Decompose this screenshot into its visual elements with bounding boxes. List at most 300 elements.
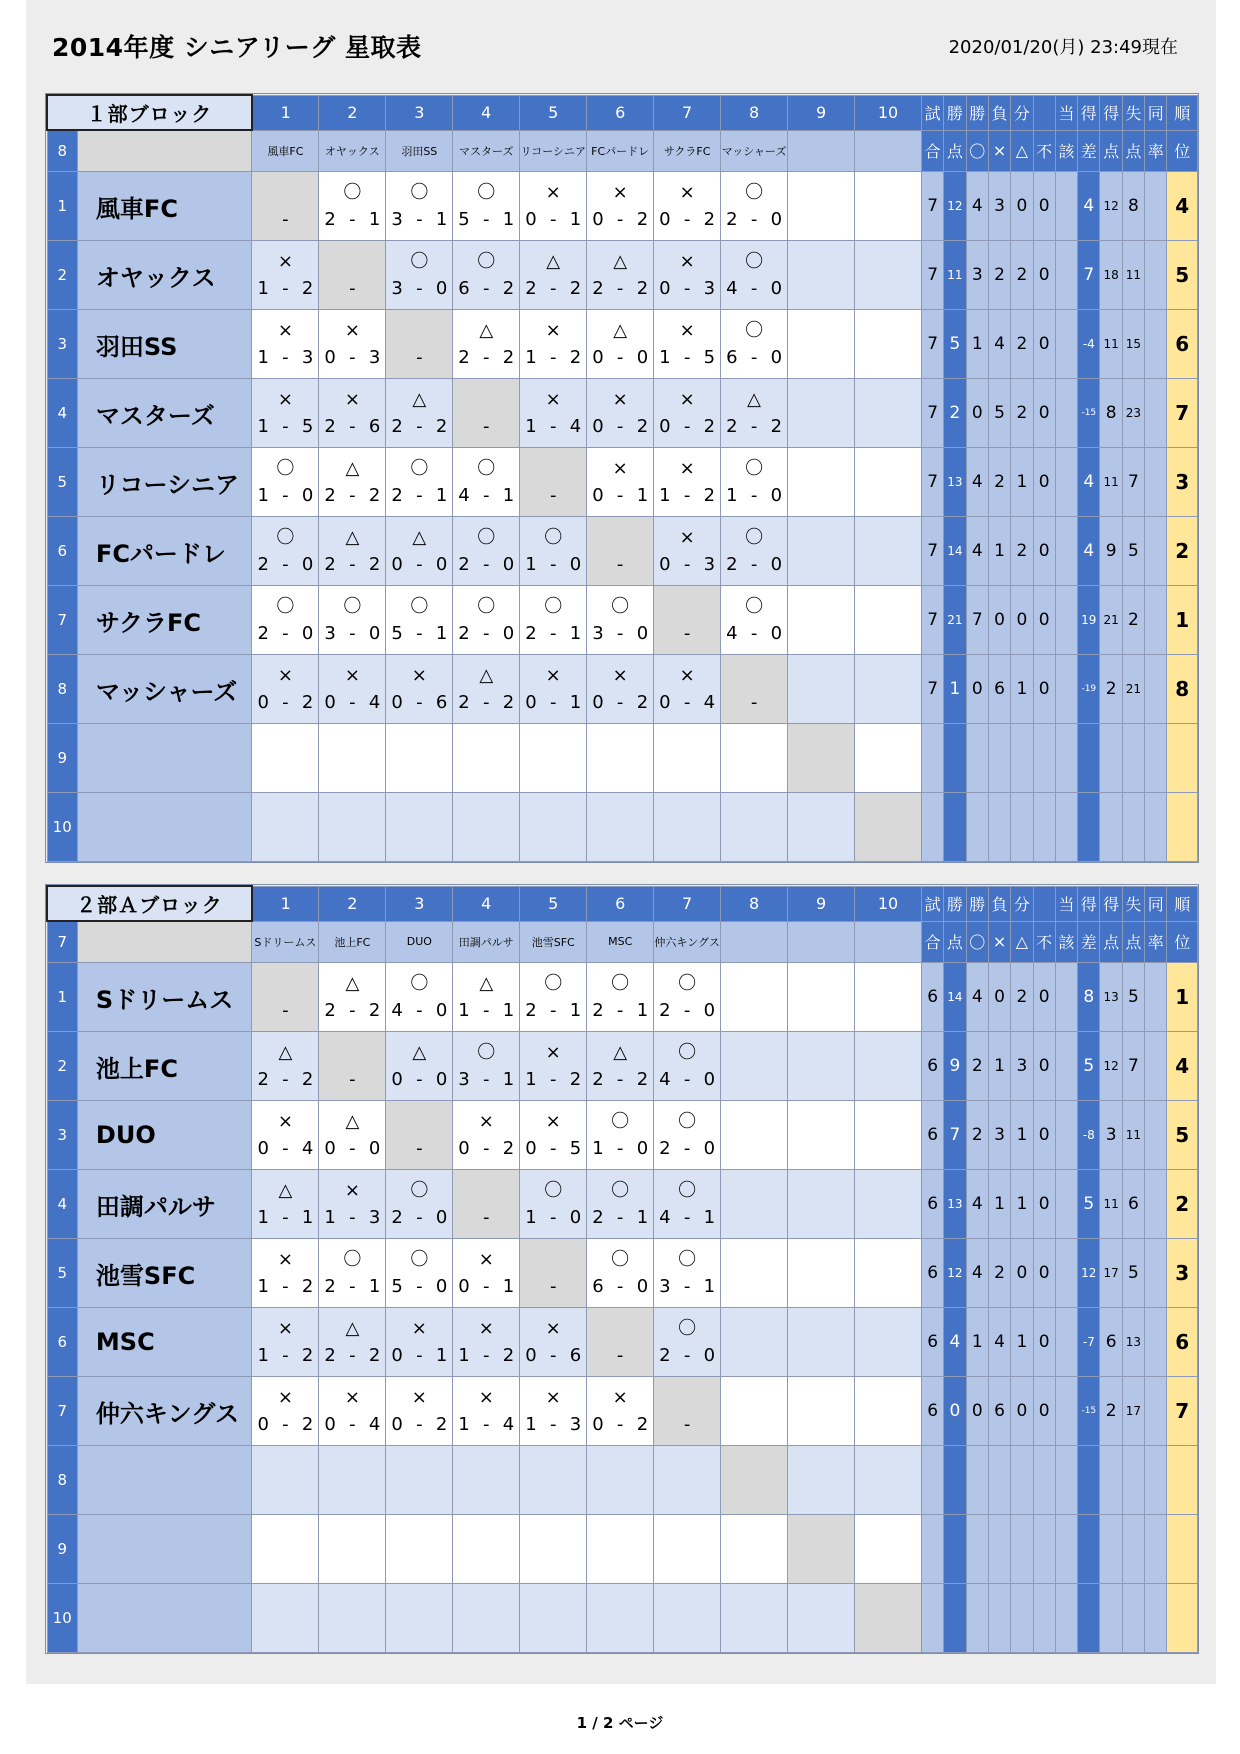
column-team-short-name bbox=[788, 130, 855, 172]
goals-for: 2 bbox=[257, 554, 269, 575]
match-score: 3 - 0 bbox=[587, 621, 653, 647]
match-result-cell bbox=[788, 1584, 855, 1653]
stat-games bbox=[921, 793, 943, 862]
team-rank bbox=[1167, 1446, 1198, 1515]
match-result-cell bbox=[788, 655, 855, 724]
stat-goals-for-total: 9 bbox=[1100, 517, 1122, 586]
result-mark: 〇 bbox=[678, 973, 697, 994]
stat-draws: 2 bbox=[1011, 517, 1033, 586]
result-mark bbox=[520, 1604, 586, 1632]
goals-for: 1 bbox=[257, 347, 269, 368]
result-mark: × bbox=[478, 1318, 494, 1339]
team-rank: 8 bbox=[1167, 655, 1198, 724]
result-mark: × bbox=[344, 1180, 360, 1201]
goals-for: 2 bbox=[324, 209, 336, 230]
result-mark: × bbox=[679, 458, 695, 479]
column-number: 7 bbox=[654, 886, 721, 921]
header-row-teams bbox=[47, 921, 1198, 963]
match-score: 1 - 3 bbox=[319, 1205, 385, 1231]
team-row bbox=[47, 1584, 1198, 1653]
goals-for: 1 bbox=[458, 1345, 470, 1366]
match-score: 0 - 2 bbox=[587, 1412, 653, 1438]
result-mark: × bbox=[277, 1318, 293, 1339]
stat-header-bottom: 差 bbox=[1078, 130, 1100, 172]
team-rank: 2 bbox=[1167, 1170, 1198, 1239]
result-mark: × bbox=[344, 320, 360, 341]
stat-goal-difference: -15 bbox=[1078, 1377, 1100, 1446]
goals-for: 0 bbox=[592, 209, 604, 230]
stat-points: 0 bbox=[944, 1377, 966, 1446]
column-team-short-name: 羽田SS bbox=[386, 130, 453, 172]
stat-wins: 4 bbox=[966, 1239, 988, 1308]
column-team-short-name: FCパードレ bbox=[587, 130, 654, 172]
result-mark: × bbox=[344, 389, 360, 410]
stat-head-to-head bbox=[1055, 241, 1077, 310]
match-result-cell bbox=[721, 1515, 788, 1584]
goals-for: 1 bbox=[659, 347, 671, 368]
stat-goals-against-total: 7 bbox=[1122, 448, 1144, 517]
match-result-cell bbox=[386, 241, 453, 310]
result-mark: × bbox=[344, 665, 360, 686]
result-mark: 〇 bbox=[410, 596, 429, 617]
goals-against: 6 bbox=[569, 1345, 582, 1366]
goals-against: 2 bbox=[301, 1276, 314, 1297]
match-score: 2 - 0 bbox=[252, 621, 318, 647]
match-result-cell bbox=[319, 172, 386, 241]
match-result-cell bbox=[721, 1239, 788, 1308]
goals-for: 1 bbox=[257, 485, 269, 506]
self-match-cell bbox=[788, 724, 855, 793]
result-mark: 〇 bbox=[410, 182, 429, 203]
stat-losses: 3 bbox=[988, 172, 1010, 241]
match-result-cell bbox=[252, 793, 319, 862]
result-mark: 〇 bbox=[611, 596, 630, 617]
match-result-cell bbox=[319, 448, 386, 517]
stat-goals-for-total: 21 bbox=[1100, 586, 1122, 655]
result-mark bbox=[386, 813, 452, 841]
stat-header-top: 得 bbox=[1078, 95, 1100, 130]
result-mark: 〇 bbox=[477, 1042, 496, 1063]
stat-head-to-head bbox=[1055, 793, 1077, 862]
match-result-cell bbox=[587, 1170, 654, 1239]
goals-against: 0 bbox=[301, 623, 314, 644]
team-name: 池雪SFC bbox=[77, 1239, 252, 1308]
match-result-cell bbox=[252, 379, 319, 448]
match-score: 0 - 4 bbox=[654, 690, 720, 716]
stat-goals-for-total bbox=[1100, 793, 1122, 862]
result-mark bbox=[654, 1535, 720, 1563]
standings-table bbox=[46, 94, 1198, 862]
result-mark: 〇 bbox=[678, 1318, 697, 1339]
match-result-cell bbox=[520, 379, 587, 448]
match-score: 6 - 2 bbox=[453, 276, 519, 302]
stat-goal-difference: -19 bbox=[1078, 655, 1100, 724]
stat-head-to-head bbox=[1055, 379, 1077, 448]
stat-tiebreak-rate bbox=[1145, 1515, 1167, 1584]
stat-forfeits: 0 bbox=[1033, 655, 1055, 724]
team-rank: 3 bbox=[1167, 448, 1198, 517]
result-mark bbox=[587, 813, 653, 841]
stat-losses: 4 bbox=[988, 1308, 1010, 1377]
result-mark bbox=[654, 1466, 720, 1494]
goals-against: 0 bbox=[435, 554, 448, 575]
match-result-cell bbox=[721, 448, 788, 517]
team-rank: 4 bbox=[1167, 172, 1198, 241]
match-result-cell bbox=[319, 1377, 386, 1446]
match-result-cell bbox=[587, 724, 654, 793]
result-mark bbox=[453, 1604, 519, 1632]
result-mark: 〇 bbox=[745, 458, 764, 479]
result-mark bbox=[855, 1328, 921, 1356]
match-score: 0 - 0 bbox=[386, 552, 452, 578]
match-score: 4 - 1 bbox=[453, 483, 519, 509]
goals-against: 2 bbox=[502, 1138, 515, 1159]
goals-for: 0 bbox=[525, 1345, 537, 1366]
column-team-short-name: 仲六キングス bbox=[654, 921, 721, 963]
match-score: 4 - 0 bbox=[654, 1067, 720, 1093]
stat-head-to-head bbox=[1055, 1239, 1077, 1308]
stat-goals-against-total: 7 bbox=[1122, 1032, 1144, 1101]
result-mark bbox=[788, 261, 854, 289]
match-result-cell bbox=[654, 1584, 721, 1653]
stat-tiebreak-rate bbox=[1145, 1446, 1167, 1515]
stat-header-top: 失 bbox=[1122, 886, 1144, 921]
goals-against: 1 bbox=[569, 692, 582, 713]
match-result-cell bbox=[319, 1515, 386, 1584]
match-score: 0 - 2 bbox=[587, 414, 653, 440]
match-score: 1 - 2 bbox=[520, 345, 586, 371]
match-result-cell bbox=[721, 310, 788, 379]
team-name bbox=[77, 793, 252, 862]
match-result-cell bbox=[520, 517, 587, 586]
column-team-short-name: 風車FC bbox=[252, 130, 319, 172]
result-mark: × bbox=[411, 1387, 427, 1408]
match-result-cell bbox=[654, 1515, 721, 1584]
match-result-cell bbox=[855, 379, 922, 448]
match-result-cell bbox=[721, 379, 788, 448]
stat-tiebreak-rate bbox=[1145, 1170, 1167, 1239]
goals-against: 2 bbox=[435, 1414, 448, 1435]
stat-draws: 1 bbox=[1011, 1170, 1033, 1239]
match-result-cell bbox=[855, 724, 922, 793]
stat-points bbox=[944, 1446, 966, 1515]
match-result-cell bbox=[252, 1308, 319, 1377]
match-result-cell bbox=[252, 1032, 319, 1101]
goals-for: 2 bbox=[659, 1138, 671, 1159]
team-number: 5 bbox=[47, 448, 77, 517]
match-score: 0 - 3 bbox=[654, 276, 720, 302]
result-mark: × bbox=[277, 1249, 293, 1270]
stat-head-to-head bbox=[1055, 310, 1077, 379]
stat-goals-against-total bbox=[1122, 724, 1144, 793]
self-match-cell bbox=[788, 1515, 855, 1584]
team-number: 10 bbox=[47, 793, 77, 862]
result-mark bbox=[520, 1466, 586, 1494]
goals-against: 0 bbox=[435, 1069, 448, 1090]
stat-draws: 0 bbox=[1011, 1239, 1033, 1308]
stat-wins: 1 bbox=[966, 310, 988, 379]
match-score: 0 - 0 bbox=[587, 345, 653, 371]
stat-points: 1 bbox=[944, 655, 966, 724]
goals-against: 1 bbox=[636, 1000, 649, 1021]
result-mark: × bbox=[277, 1111, 293, 1132]
goals-for: 1 bbox=[257, 278, 269, 299]
match-score: 0 - 2 bbox=[453, 1136, 519, 1162]
goals-against: 1 bbox=[703, 1207, 716, 1228]
match-result-cell bbox=[252, 1377, 319, 1446]
stat-goal-difference: 7 bbox=[1078, 241, 1100, 310]
result-mark bbox=[788, 606, 854, 634]
goals-for: 0 bbox=[659, 692, 671, 713]
match-score: 0 - 2 bbox=[587, 207, 653, 233]
result-mark bbox=[453, 744, 519, 772]
stat-points: 14 bbox=[944, 517, 966, 586]
stat-goal-difference bbox=[1078, 1584, 1100, 1653]
match-result-cell bbox=[453, 1032, 520, 1101]
result-mark bbox=[788, 1397, 854, 1425]
stat-header-top: 勝 bbox=[966, 886, 988, 921]
stat-goals-for-total: 12 bbox=[1100, 1032, 1122, 1101]
stat-games: 7 bbox=[921, 379, 943, 448]
result-mark: 〇 bbox=[276, 596, 295, 617]
goals-against: 0 bbox=[770, 485, 783, 506]
result-mark bbox=[788, 675, 854, 703]
match-result-cell bbox=[587, 1584, 654, 1653]
goals-against: 0 bbox=[703, 1138, 716, 1159]
goals-against: 0 bbox=[502, 554, 515, 575]
goals-for: 1 bbox=[525, 1069, 537, 1090]
match-result-cell bbox=[587, 655, 654, 724]
match-result-cell bbox=[252, 1239, 319, 1308]
stat-header-bottom: 〇 bbox=[966, 130, 988, 172]
result-mark: 〇 bbox=[678, 1111, 697, 1132]
goals-against: 4 bbox=[368, 692, 381, 713]
result-mark: 〇 bbox=[544, 1180, 563, 1201]
match-score: 0 - 6 bbox=[520, 1343, 586, 1369]
standings-table bbox=[46, 885, 1198, 1653]
result-mark: × bbox=[478, 1249, 494, 1270]
stat-forfeits: 0 bbox=[1033, 448, 1055, 517]
stat-header-top: 同 bbox=[1145, 95, 1167, 130]
stat-losses: 2 bbox=[988, 1239, 1010, 1308]
match-result-cell bbox=[788, 172, 855, 241]
team-name: サクラFC bbox=[77, 586, 252, 655]
stat-draws bbox=[1011, 1584, 1033, 1653]
stat-header-bottom: 合 bbox=[921, 130, 943, 172]
stat-wins bbox=[966, 793, 988, 862]
stat-header-top: 負 bbox=[988, 95, 1010, 130]
stat-games: 6 bbox=[921, 1170, 943, 1239]
stat-goals-for-total: 11 bbox=[1100, 448, 1122, 517]
result-mark bbox=[788, 1604, 854, 1632]
match-score: 1 - 5 bbox=[654, 345, 720, 371]
match-result-cell bbox=[386, 1584, 453, 1653]
team-row bbox=[47, 241, 1198, 310]
goals-for: 4 bbox=[458, 485, 470, 506]
goals-for: 1 bbox=[726, 485, 738, 506]
match-score: 2 - 0 bbox=[654, 1343, 720, 1369]
goals-against: 0 bbox=[703, 1069, 716, 1090]
stat-games: 7 bbox=[921, 448, 943, 517]
match-score: 1 - 4 bbox=[520, 414, 586, 440]
stat-draws: 0 bbox=[1011, 1377, 1033, 1446]
match-score: 1 - 2 bbox=[252, 1274, 318, 1300]
stat-header-top: 順 bbox=[1167, 95, 1198, 130]
header-blank bbox=[77, 130, 252, 172]
goals-for: 0 bbox=[391, 1069, 403, 1090]
goals-for: 4 bbox=[726, 623, 738, 644]
goals-against: 1 bbox=[502, 1276, 515, 1297]
stat-goal-difference bbox=[1078, 1515, 1100, 1584]
stat-header-top: 当 bbox=[1055, 95, 1077, 130]
match-result-cell bbox=[855, 1101, 922, 1170]
result-mark bbox=[788, 537, 854, 565]
block-name: ２部Ａブロック bbox=[47, 886, 252, 921]
match-result-cell bbox=[587, 1239, 654, 1308]
stat-goal-difference: 5 bbox=[1078, 1170, 1100, 1239]
column-team-short-name bbox=[855, 921, 922, 963]
stat-goals-for-total: 13 bbox=[1100, 963, 1122, 1032]
match-result-cell bbox=[252, 241, 319, 310]
match-score: 2 - 6 bbox=[319, 414, 385, 440]
match-result-cell bbox=[587, 241, 654, 310]
goals-for: 0 bbox=[525, 1138, 537, 1159]
stat-goals-against-total: 5 bbox=[1122, 517, 1144, 586]
team-name: Sドリームス bbox=[77, 963, 252, 1032]
result-mark bbox=[788, 813, 854, 841]
match-score: 3 - 1 bbox=[453, 1067, 519, 1093]
stat-draws: 3 bbox=[1011, 1032, 1033, 1101]
column-team-short-name: 田調パルサ bbox=[453, 921, 520, 963]
header-row-teams bbox=[47, 130, 1198, 172]
stat-goals-for-total: 3 bbox=[1100, 1101, 1122, 1170]
stat-goal-difference: 5 bbox=[1078, 1032, 1100, 1101]
match-result-cell bbox=[721, 1170, 788, 1239]
match-score: 2 - 2 bbox=[587, 1067, 653, 1093]
stat-draws: 0 bbox=[1011, 586, 1033, 655]
match-score: 0 - 3 bbox=[319, 345, 385, 371]
stat-goals-against-total: 6 bbox=[1122, 1170, 1144, 1239]
match-result-cell bbox=[252, 517, 319, 586]
stat-forfeits: 0 bbox=[1033, 1032, 1055, 1101]
goals-for: 2 bbox=[324, 1276, 336, 1297]
match-result-cell bbox=[654, 1446, 721, 1515]
goals-for: 0 bbox=[458, 1138, 470, 1159]
goals-for: 2 bbox=[592, 1069, 604, 1090]
match-score: 1 - 2 bbox=[252, 276, 318, 302]
result-mark bbox=[386, 1466, 452, 1494]
match-score: 1 - 2 bbox=[453, 1343, 519, 1369]
team-row bbox=[47, 172, 1198, 241]
stat-draws: 1 bbox=[1011, 448, 1033, 517]
goals-against: 0 bbox=[636, 347, 649, 368]
stat-goals-against-total bbox=[1122, 793, 1144, 862]
stat-header-bottom: × bbox=[988, 921, 1010, 963]
result-mark bbox=[788, 330, 854, 358]
goals-for: 5 bbox=[458, 209, 470, 230]
match-score: 4 - 0 bbox=[386, 998, 452, 1024]
stat-games bbox=[921, 1584, 943, 1653]
match-result-cell bbox=[386, 793, 453, 862]
stat-forfeits: 0 bbox=[1033, 172, 1055, 241]
match-score: 2 - 2 bbox=[319, 998, 385, 1024]
team-number: 1 bbox=[47, 172, 77, 241]
goals-against: 0 bbox=[569, 554, 582, 575]
stat-tiebreak-rate bbox=[1145, 1584, 1167, 1653]
match-score: 5 - 1 bbox=[386, 621, 452, 647]
result-mark: △ bbox=[278, 1042, 293, 1063]
match-result-cell bbox=[654, 1170, 721, 1239]
match-result-cell bbox=[855, 655, 922, 724]
stat-goals-against-total: 5 bbox=[1122, 963, 1144, 1032]
stat-header-top: 勝 bbox=[944, 886, 966, 921]
stat-wins bbox=[966, 1584, 988, 1653]
result-mark: △ bbox=[479, 320, 494, 341]
stat-games: 6 bbox=[921, 1239, 943, 1308]
result-mark bbox=[386, 744, 452, 772]
match-result-cell bbox=[587, 586, 654, 655]
goals-against: 2 bbox=[368, 1345, 381, 1366]
match-result-cell bbox=[855, 586, 922, 655]
header-blank bbox=[77, 921, 252, 963]
result-mark: 〇 bbox=[477, 251, 496, 272]
stat-header-bottom: 該 bbox=[1055, 130, 1077, 172]
team-rank bbox=[1167, 1515, 1198, 1584]
stat-goal-difference: 4 bbox=[1078, 517, 1100, 586]
goals-against: 2 bbox=[636, 1414, 649, 1435]
goals-against: 2 bbox=[368, 1000, 381, 1021]
match-result-cell bbox=[721, 1377, 788, 1446]
stat-header-top: 得 bbox=[1100, 886, 1122, 921]
match-result-cell bbox=[319, 963, 386, 1032]
goals-for: 2 bbox=[525, 623, 537, 644]
column-number: 5 bbox=[520, 95, 587, 130]
match-result-cell bbox=[788, 517, 855, 586]
result-mark: × bbox=[277, 251, 293, 272]
stat-goals-for-total bbox=[1100, 1446, 1122, 1515]
result-mark: △ bbox=[613, 1042, 628, 1063]
stat-points: 13 bbox=[944, 1170, 966, 1239]
match-result-cell bbox=[252, 1584, 319, 1653]
team-name bbox=[77, 1446, 252, 1515]
team-count: 7 bbox=[47, 921, 77, 963]
stat-points: 12 bbox=[944, 172, 966, 241]
match-score: 2 - 0 bbox=[252, 552, 318, 578]
stat-wins: 1 bbox=[966, 1308, 988, 1377]
match-result-cell bbox=[721, 1101, 788, 1170]
match-result-cell bbox=[654, 517, 721, 586]
result-mark: △ bbox=[747, 389, 761, 410]
self-match-cell: - bbox=[252, 963, 319, 1032]
match-score: 3 - 0 bbox=[319, 621, 385, 647]
goals-against: 6 bbox=[368, 416, 381, 437]
stat-goal-difference: 19 bbox=[1078, 586, 1100, 655]
stat-draws bbox=[1011, 793, 1033, 862]
goals-against: 6 bbox=[435, 692, 448, 713]
team-row bbox=[47, 379, 1198, 448]
goals-for: 1 bbox=[257, 1345, 269, 1366]
goals-for: 1 bbox=[525, 1414, 537, 1435]
column-team-short-name: Sドリームス bbox=[252, 921, 319, 963]
result-mark: 〇 bbox=[477, 458, 496, 479]
result-mark bbox=[855, 606, 921, 634]
match-score: 1 - 1 bbox=[252, 1205, 318, 1231]
goals-against: 2 bbox=[301, 692, 314, 713]
result-mark: × bbox=[679, 251, 695, 272]
stat-goals-against-total bbox=[1122, 1584, 1144, 1653]
match-result-cell bbox=[319, 1446, 386, 1515]
team-rank: 5 bbox=[1167, 241, 1198, 310]
